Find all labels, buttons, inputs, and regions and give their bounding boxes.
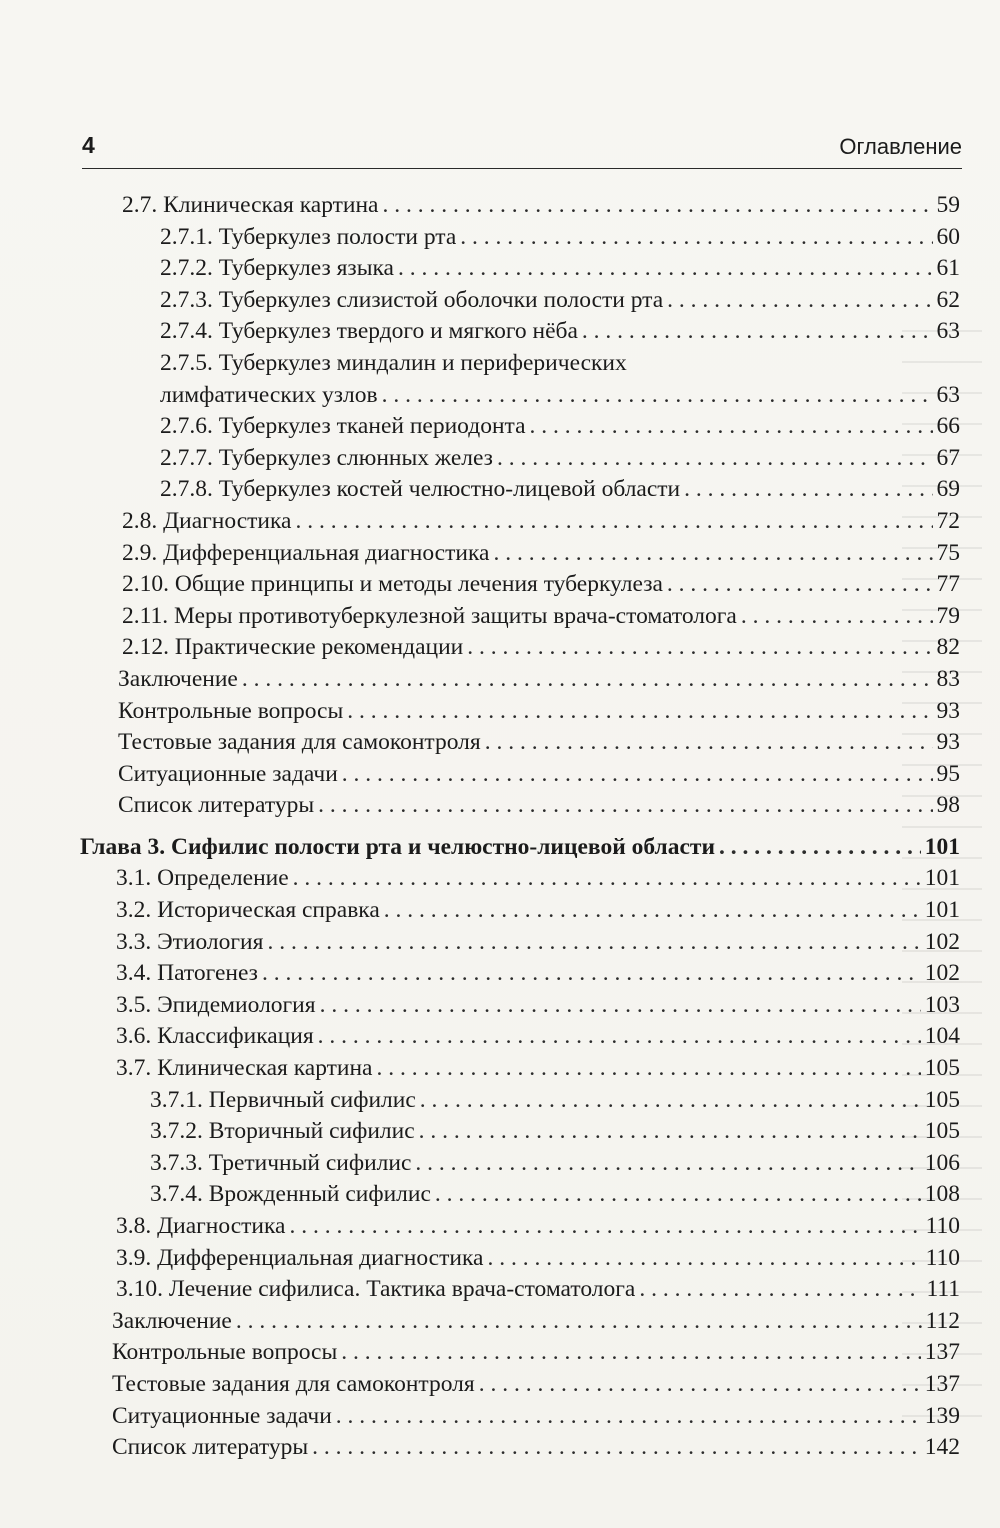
dot-leader — [262, 958, 921, 990]
toc-page-number: 137 — [924, 1370, 960, 1397]
dot-leader — [293, 863, 921, 895]
toc-entry — [80, 1021, 960, 1053]
toc-entry-title: 3.4. Патогенез — [116, 960, 258, 987]
toc-page-number: 93 — [936, 729, 960, 756]
toc-page-number: 110 — [925, 1244, 960, 1271]
dot-leader — [320, 990, 921, 1022]
toc-entry — [80, 727, 960, 759]
toc-page-number: 111 — [926, 1276, 960, 1303]
toc-page-number: 142 — [924, 1434, 960, 1461]
dot-leader — [493, 538, 932, 570]
toc-page-number: 61 — [936, 255, 960, 282]
toc-page-number: 83 — [936, 665, 960, 692]
dot-leader — [684, 474, 932, 506]
toc-entry-title: 2.7.5. Туберкулез миндалин и периферических — [160, 349, 627, 376]
page-number: 4 — [82, 132, 95, 158]
toc-entry-title: 2.10. Общие принципы и методы лечения туберкулеза — [122, 571, 663, 598]
dot-leader — [497, 443, 933, 475]
toc-page-number: 62 — [936, 286, 960, 313]
toc-entry-title: 3.7.2. Вторичный сифилис — [150, 1118, 415, 1145]
toc-entry — [80, 1432, 960, 1464]
dot-leader — [318, 1021, 921, 1053]
toc-entry-title: Список литературы — [112, 1434, 309, 1461]
toc-entry — [80, 1243, 960, 1275]
toc-entry — [80, 1337, 960, 1369]
toc-page-number: 110 — [925, 1213, 960, 1239]
dot-leader — [487, 1243, 921, 1275]
toc-entry-title: 3.2. Историческая справка — [116, 897, 380, 924]
dot-leader — [384, 895, 921, 927]
dot-leader — [667, 569, 933, 601]
toc-page-number: 112 — [925, 1307, 960, 1334]
toc-page-number: 98 — [936, 792, 960, 819]
toc-entry — [80, 348, 960, 411]
toc-entry-title: 3.3. Этиология — [116, 928, 264, 955]
toc-entry-title: 3.7.1. Первичный сифилис — [150, 1086, 416, 1113]
dot-leader — [347, 696, 932, 728]
toc-page-number: 75 — [936, 539, 960, 566]
toc-entry — [80, 506, 960, 538]
toc-entry — [80, 1053, 960, 1085]
toc-entry — [80, 253, 960, 285]
toc-page-number: 101 — [924, 865, 960, 892]
toc-entry-title: Контрольные вопросы — [118, 697, 344, 724]
toc-entry — [80, 1274, 960, 1306]
toc-entry-title: 2.7.6. Туберкулез тканей периодонта — [160, 413, 526, 440]
toc-page-number: 69 — [936, 476, 960, 503]
toc-entry-title: Глава 3. Сифилис полости рта и челюстно-лицевой области — [80, 833, 715, 860]
toc-page-number: 104 — [924, 1023, 960, 1050]
toc-entry — [80, 1148, 960, 1180]
toc-page-number: 106 — [924, 1149, 960, 1176]
toc-entry — [80, 222, 960, 254]
toc-entry — [80, 790, 960, 822]
toc-entry — [80, 1211, 960, 1243]
toc-page-number: 67 — [936, 444, 960, 471]
toc-page-number: 63 — [936, 381, 960, 408]
toc-chapter-entry — [80, 832, 960, 864]
toc-entry — [80, 664, 960, 696]
toc-entry — [80, 1116, 960, 1148]
dot-leader — [419, 1116, 921, 1148]
toc-entry — [80, 863, 960, 895]
toc-entry — [80, 1306, 960, 1338]
toc-entry-title: Ситуационные задачи — [112, 1402, 332, 1429]
dot-leader — [719, 832, 921, 864]
toc-entry-title: 3.8. Диагностика — [116, 1213, 286, 1239]
dot-leader — [376, 1053, 920, 1085]
dot-leader — [312, 1432, 921, 1464]
toc-entry-title: 2.7.4. Туберкулез твердого и мягкого нёба — [160, 318, 578, 345]
toc-page-number: 59 — [936, 192, 960, 218]
toc-entry-title: 3.7.3. Третичный сифилис — [150, 1149, 412, 1176]
toc-page-number: 95 — [936, 760, 960, 787]
toc-entry-title: 2.11. Меры противотуберкулезной защиты врача-стоматолога — [122, 602, 737, 629]
dot-leader — [639, 1274, 922, 1306]
dot-leader — [236, 1306, 922, 1338]
toc-entry-title: Список литературы — [118, 792, 315, 819]
toc-page-number: 79 — [936, 602, 960, 629]
toc-entry-title: 2.7.2. Туберкулез языка — [160, 255, 394, 282]
toc-entry-title: 2.8. Диагностика — [122, 507, 292, 534]
dot-leader — [420, 1085, 921, 1117]
toc-page-number: 102 — [924, 928, 960, 955]
toc-page-number: 101 — [924, 897, 960, 924]
dot-leader — [318, 790, 932, 822]
page-header — [82, 128, 962, 169]
dot-leader — [530, 411, 933, 443]
dot-leader — [460, 222, 932, 254]
toc-entry — [80, 569, 960, 601]
toc-page-number: 77 — [936, 571, 960, 598]
running-title: Оглавление — [839, 134, 962, 159]
toc-entry-title: Контрольные вопросы — [112, 1339, 338, 1366]
toc-entry — [80, 601, 960, 633]
toc-entry-title: Тестовые задания для самоконтроля — [118, 729, 481, 756]
toc-entry — [80, 1401, 960, 1433]
toc-entry-title: 2.7. Клиническая картина — [122, 192, 379, 218]
dot-leader — [289, 1211, 921, 1243]
toc-page-number: 102 — [924, 960, 960, 987]
toc-entry-title: Заключение — [112, 1307, 232, 1334]
toc-entry — [80, 285, 960, 317]
toc-page-number: 105 — [924, 1118, 960, 1145]
toc-entry — [80, 1085, 960, 1117]
toc-entry-title: 3.7.4. Врожденный сифилис — [150, 1181, 431, 1208]
toc-entry-title: 2.7.8. Туберкулез костей челюстно-лицевой области — [160, 476, 681, 503]
dot-leader — [582, 316, 933, 348]
toc-page-number: 72 — [936, 507, 960, 534]
dot-leader — [667, 285, 932, 317]
toc-entry-title: Заключение — [118, 665, 238, 692]
toc-entry-title: 3.5. Эпидемиология — [116, 991, 316, 1018]
dot-leader — [415, 1148, 920, 1180]
toc-entry — [80, 1179, 960, 1211]
toc-page-number: 101 — [924, 833, 960, 860]
dot-leader — [382, 190, 932, 222]
dot-leader — [336, 1401, 921, 1433]
toc-entry-title: 3.6. Классификация — [116, 1023, 314, 1050]
toc-entry-title: Ситуационные задачи — [118, 760, 338, 787]
dot-leader — [341, 1337, 920, 1369]
toc-entry — [80, 895, 960, 927]
dot-leader — [741, 601, 933, 633]
toc-page-number: 60 — [936, 223, 960, 250]
toc-page-number: 137 — [924, 1339, 960, 1366]
toc-entry-title: 3.9. Дифференциальная диагностика — [116, 1244, 484, 1271]
toc-entry-title-continuation: лимфатических узлов — [160, 381, 378, 408]
toc-entry-title: 2.12. Практические рекомендации — [122, 634, 464, 661]
toc-entry — [80, 759, 960, 791]
toc-entry — [80, 316, 960, 348]
dot-leader — [467, 632, 932, 664]
toc-entry — [80, 632, 960, 664]
dot-leader — [295, 506, 932, 538]
dot-leader — [267, 927, 920, 959]
toc-entry-title: 2.7.7. Туберкулез слюнных желез — [160, 444, 493, 471]
toc-entry-title: 3.10. Лечение сифилиса. Тактика врача-стоматолога — [116, 1276, 636, 1303]
dot-leader — [242, 664, 933, 696]
toc-entry — [80, 990, 960, 1022]
toc-page-number: 93 — [936, 697, 960, 724]
dot-leader — [398, 253, 933, 285]
toc-entry — [80, 958, 960, 990]
toc-entry — [80, 696, 960, 728]
toc-page-number: 139 — [924, 1402, 960, 1429]
toc-entry — [80, 474, 960, 506]
toc-page-number: 82 — [936, 634, 960, 661]
toc-page-number: 108 — [924, 1181, 960, 1208]
toc-page-number: 105 — [924, 1055, 960, 1082]
dot-leader — [382, 380, 933, 412]
dot-leader — [342, 759, 933, 791]
toc-page-number: 66 — [936, 413, 960, 440]
dot-leader — [435, 1179, 921, 1211]
toc-entry — [80, 538, 960, 570]
toc-page-number: 103 — [924, 991, 960, 1018]
toc-entry — [80, 443, 960, 475]
toc-entry — [80, 927, 960, 959]
table-of-contents — [80, 190, 960, 1464]
toc-entry-title: Тестовые задания для самоконтроля — [112, 1370, 475, 1397]
toc-page-number: 105 — [924, 1086, 960, 1113]
toc-entry-title: 3.7. Клиническая картина — [116, 1055, 373, 1082]
toc-entry — [80, 1369, 960, 1401]
toc-entry-title: 2.9. Дифференциальная диагностика — [122, 539, 490, 566]
toc-entry-title: 2.7.3. Туберкулез слизистой оболочки полости рта — [160, 286, 664, 313]
dot-leader — [485, 727, 933, 759]
dot-leader — [479, 1369, 921, 1401]
toc-entry-title: 2.7.1. Туберкулез полости рта — [160, 223, 457, 250]
toc-entry — [80, 190, 960, 222]
toc-entry-title: 3.1. Определение — [116, 865, 289, 892]
toc-entry — [80, 411, 960, 443]
toc-page-number: 63 — [936, 318, 960, 345]
